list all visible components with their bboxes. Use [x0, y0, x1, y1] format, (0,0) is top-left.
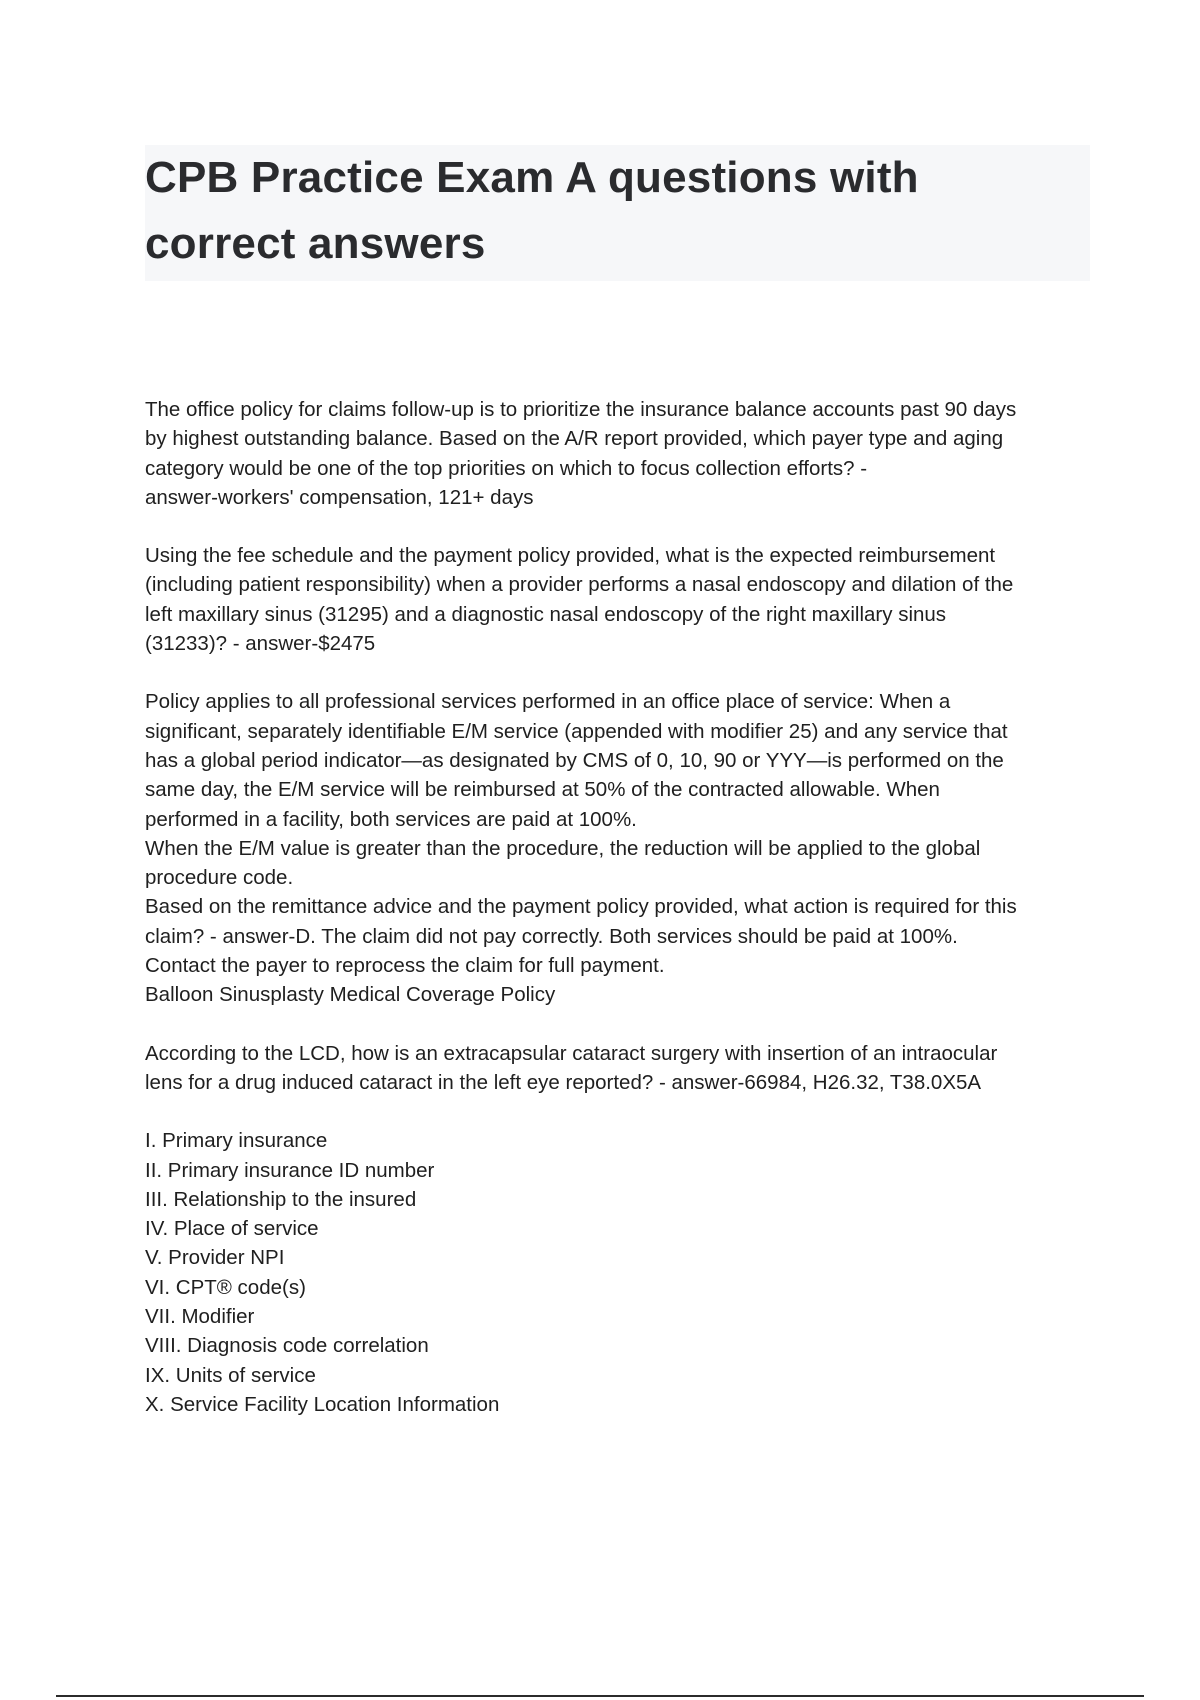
text-line: Contact the payer to reprocess the claim for full payment. [145, 954, 665, 978]
text-line: When the E/M value is greater than the procedure, the reduction will be applied to the global [145, 836, 981, 860]
text-line: Policy applies to all professional services performed in an office place of service: When a [145, 690, 951, 714]
text-line: answer-workers' compensation, 121+ days [145, 485, 534, 509]
text-line: The office policy for claims follow-up is to prioritize the insurance balance accounts past 90 days [145, 398, 1017, 421]
title-banner [145, 145, 1090, 281]
text-line: (31233)? - answer-$2475 [145, 632, 376, 656]
page-title-line: correct answers [145, 219, 486, 268]
question-block [145, 1039, 1090, 1098]
text-line: lens for a drug induced cataract in the left eye reported? - answer-66984, H26.32, T38.0X5A [145, 1070, 982, 1094]
text-line: Using the fee schedule and the payment policy provided, what is the expected reimbursement [145, 544, 996, 568]
text-line: has a global period indicator—as designated by CMS of 0, 10, 90 or YYY—is performed on the [145, 748, 1004, 772]
list-item: X. Service Facility Location Information [145, 1392, 500, 1416]
page-title-line: CPB Practice Exam A questions with [145, 153, 919, 202]
page-title [145, 145, 1090, 277]
list-item: IX. Units of service [145, 1363, 316, 1387]
question-block [145, 687, 1090, 1009]
document-body [145, 395, 1090, 1448]
text-line: left maxillary sinus (31295) and a diagnostic nasal endoscopy of the right maxillary sinus [145, 602, 947, 626]
list-item: V. Provider NPI [145, 1246, 285, 1270]
question-block [145, 395, 1090, 512]
numbered-list [145, 1126, 1090, 1419]
text-line: Balloon Sinusplasty Medical Coverage Policy [145, 983, 556, 1007]
text-line: procedure code. [145, 866, 294, 890]
list-item: IV. Place of service [145, 1217, 319, 1241]
text-line: (including patient responsibility) when a provider performs a nasal endoscopy and dilation of the [145, 573, 1014, 597]
list-item: VII. Modifier [145, 1305, 255, 1329]
list-item: III. Relationship to the insured [145, 1187, 417, 1211]
text-line: by highest outstanding balance. Based on the A/R report provided, which payer type and aging [145, 427, 1004, 451]
list-item: II. Primary insurance ID number [145, 1158, 435, 1182]
list-item: VI. CPT® code(s) [145, 1275, 306, 1299]
text-line: performed in a facility, both services are paid at 100%. [145, 807, 637, 831]
text-line: claim? - answer-D. The claim did not pay correctly. Both services should be paid at 100%. [145, 924, 958, 948]
question-block [145, 541, 1090, 658]
text-line: According to the LCD, how is an extracapsular cataract surgery with insertion of an intraocular [145, 1041, 998, 1065]
text-line: category would be one of the top priorities on which to focus collection efforts? - [145, 456, 868, 480]
text-line: Based on the remittance advice and the payment policy provided, what action is required for this [145, 895, 1017, 919]
page-bottom-divider [56, 1695, 1144, 1697]
text-line: same day, the E/M service will be reimbursed at 50% of the contracted allowable. When [145, 778, 940, 802]
text-line: significant, separately identifiable E/M service (appended with modifier 25) and any service that [145, 719, 1008, 743]
list-item: VIII. Diagnosis code correlation [145, 1334, 429, 1358]
list-item: I. Primary insurance [145, 1129, 328, 1153]
